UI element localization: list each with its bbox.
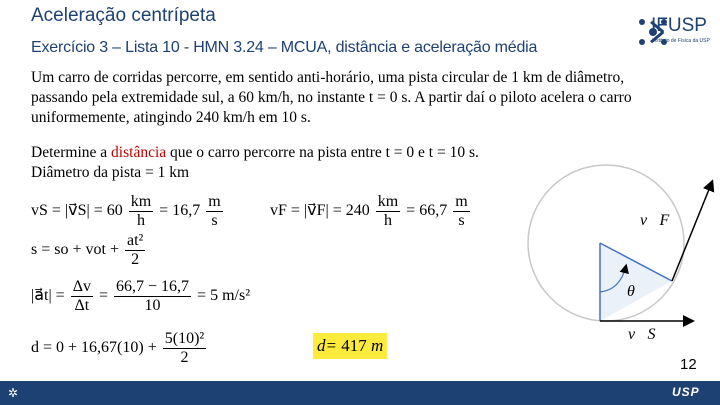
answer-value: 417 [341,336,367,355]
page-number: 12 [680,356,697,373]
theta-label: θ [627,283,635,300]
vf-vector [672,182,712,281]
s-fraction: $\frac{\text{at²}}{2}$ [126,232,144,268]
a-result: = 5 m/s² [197,287,250,305]
page-title: Aceleração centrípeta [31,5,216,26]
a-fraction-2: $\frac{66,7 - 16,7}{10}$ [116,278,190,314]
answer-unit: m [370,336,384,355]
ifusp-small-icon: ✲ [8,386,19,400]
page-subtitle: Exercício 3 – Lista 10 - HMN 3.24 – MCUA, distância e aceleração média [31,39,538,56]
footer-bar [0,381,720,405]
vs-eq: = 16,7 [159,202,201,220]
a-lhs: |a⃗t| = [31,287,65,305]
a-eq: = [98,287,109,305]
vf-eq: = 66,7 [406,202,448,220]
vf-unit-fraction: $\frac{km}{h}$ [377,193,399,229]
d-fraction: $\frac{\text{5(10)²}}{2}$ [164,330,205,366]
a-fraction-1: $\frac{\Delta v}{\Delta t}$ [72,278,91,314]
ifusp-logo-tagline: Instituto de Física da USP [652,38,710,44]
vf-lhs: vF = |v⃗F| = 240 [270,202,370,220]
angle-sector [600,243,672,321]
vs-label: v⃗S [628,326,656,343]
diameter-text: Diâmetro da pista = 1 km [31,164,190,181]
vs-lhs: vS = |v⃗S| = 60 [31,202,123,220]
question-text-after: que o carro percorre na pista entre t = 0 e t = 10 s. [166,144,479,161]
question-text-before: Determine a [31,144,112,161]
ifusp-logo-text: IFUSP [651,15,707,36]
usp-logo: USP [672,385,700,399]
d-lhs: d = 0 + 16,67(10) + [31,339,157,357]
vf-label: v⃗F [640,212,670,229]
question-highlight: distância [111,144,167,161]
vf-result-fraction: $\frac{m}{s}$ [455,193,468,229]
problem-statement: Um carro de corridas percorre, em sentido anti-horário, uma pista circular de 1 km de diâmetro, passando pela extremidade sul, a 60 km/h, no instante t = 0 s. A partir daí o piloto acelera o carro uniformemente, atingindo 240 km/h em 10 s. [31,69,632,126]
s-lhs: s = so + vot + [31,241,119,259]
vs-unit-fraction: $\frac{km}{h}$ [130,193,152,229]
answer-label: d= [317,336,337,355]
vs-result-fraction: $\frac{m}{s}$ [208,193,221,229]
